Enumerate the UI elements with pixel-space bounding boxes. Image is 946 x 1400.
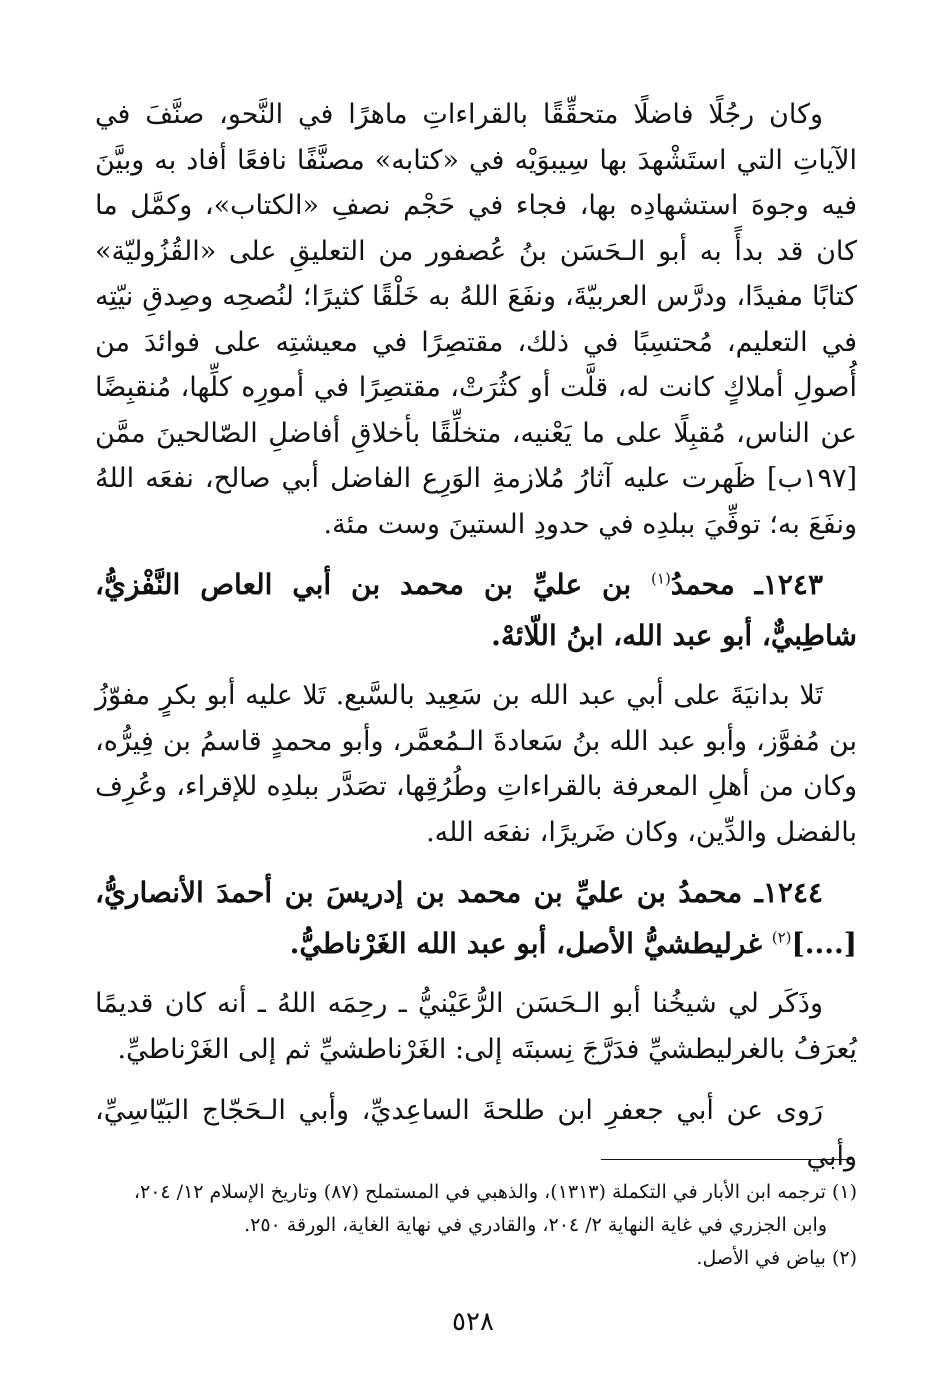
spacer (95, 1072, 857, 1088)
spacer (95, 661, 857, 673)
footnotes (95, 1176, 857, 1275)
footnote-2 (95, 1242, 857, 1275)
entry-number: ١٢٤٤ـ (754, 876, 824, 909)
main-text (95, 92, 857, 1179)
footnote-1-marker: (١) (831, 1181, 857, 1203)
footnote-1-text-line2: وابن الجزري في غاية النهاية ٢/ ٢٠٤، والقادري في نهاية الغاية، الورقة ٢٥٠. (244, 1214, 827, 1236)
entry-lineage: غرليطشيُّ الأصل، أبو عبد الله الغَرْناطيُّ. (289, 927, 762, 960)
entry-name: محمدُ (670, 568, 735, 601)
footnote-2-marker: (٢) (831, 1247, 857, 1269)
spacer (95, 547, 857, 559)
paragraph-entry-1244-b: رَوى عن أبي جعفرِ ابن طلحةَ الساعِديِّ، وأبي الـحَجّاج البَيّاسِيِّ، وأبي (95, 1095, 857, 1172)
page-number: ٥٢٨ (452, 1307, 494, 1337)
paragraph-entry-1244-a: وذَكَر لي شيخُنا أبو الـحَسَن الرُّعَيْنيُّ ـ رحِمَه اللهُ ـ أنه كان قديمًا يُعرَفُ بالغرليطشيِّ فدَرَّجَ نِسبتَه إلى: الغَرْناطشيِّ ثم إلى الغَرْناطيِّ. (95, 988, 857, 1065)
paragraph-entry-1243: تَلا بدانيَةَ على أبي عبد الله بن سَعِيد بالسَّبع. تَلا عليه أبو بكرٍ مفوّزُ بن مُفوَّز، وأبو عبد الله بنُ سَعادةَ الـمُعمَّر، وأبو محمدٍ قاسمُ بن فِيرُّه، وكان من أهلِ المعرفة بالقراءاتِ وطُرُقِها، تصَدَّر ببلدِه للإقراء، وعُرِف بالفضل والدِّين، وكان ضَريرًا، نفعَه الله. (95, 680, 857, 848)
footnote-1 (95, 1176, 857, 1242)
entry-number: ١٢٤٣ـ (754, 568, 823, 601)
entry-heading-1244 (95, 867, 857, 969)
footnote-ref-2: (٢) (771, 928, 792, 947)
paragraph-biography-continued: وكان رجُلًا فاضلًا متحقِّقًا بالقراءاتِ ماهرًا في النَّحو، صنَّفَ في الآياتِ التي استَشْهدَ بها سِيبوَيْه في «كتابه» مصنَّفًا نافعًا أفاد به وبيَّنَ فيه وجوهَ استشهادِه بها، فجاء في حَجْم نصفِ «الكتاب»، وكمَّل ما كان قد بدأً به أبو الـحَسَن بنُ عُصفور من التعليقِ على «القُزُوليّة» كتابًا مفيدًا، ودرَّس العربيّةَ، ونفَعَ اللهُ به خَلْقًا كثيرًا؛ لنُصحِه وصِدقِ نيّتِه في التعليم، مُحتسِبًا في ذلك، مقتصِرًا في معيشتِه على فوائدَ من أُصولِ أملاكٍ كانت له، قلَّت أو كثُرَتْ، مقتصِرًا في أمورِه كلِّها، مُنقبِضًا عن الناس، مُقبِلًا على ما يَعْنيه، متخلِّقًا بأخلاقِ أفاضلِ الصّالحينَ ممَّن [١٩٧ب] ظَهرت عليه آثارُ مُلازمةِ الوَرِع الفاضل أبي صالح، نفعَه اللهُ ونفَعَ به؛ توفِّيَ ببلدِه في حدودِ الستينَ وست مئة. (95, 99, 857, 540)
spacer (95, 855, 857, 867)
entry-name: محمدُ بن عليِّ بن محمد بن إدريسَ بن أحمدَ الأنصاريُّ، [....] (95, 876, 857, 960)
footnote-ref-1: (١) (651, 569, 671, 588)
entry-lineage: بن عليِّ بن محمد بن أبي العاص النَّفْزيُّ، شاطِبيٌّ، أبو عبد الله، ابنُ اللّائهْ. (95, 568, 857, 652)
footnote-2-text: بياض في الأصل. (696, 1247, 826, 1269)
footnote-divider (601, 1159, 851, 1160)
entry-heading-1243 (95, 559, 857, 661)
spacer (95, 969, 857, 981)
footnote-1-text-line1: ترجمه ابن الأبار في التكملة (١٣١٣)، والذهبي في المستملح (٨٧) وتاريخ الإسلام ١٢/ ٢٠٤، (133, 1181, 826, 1203)
